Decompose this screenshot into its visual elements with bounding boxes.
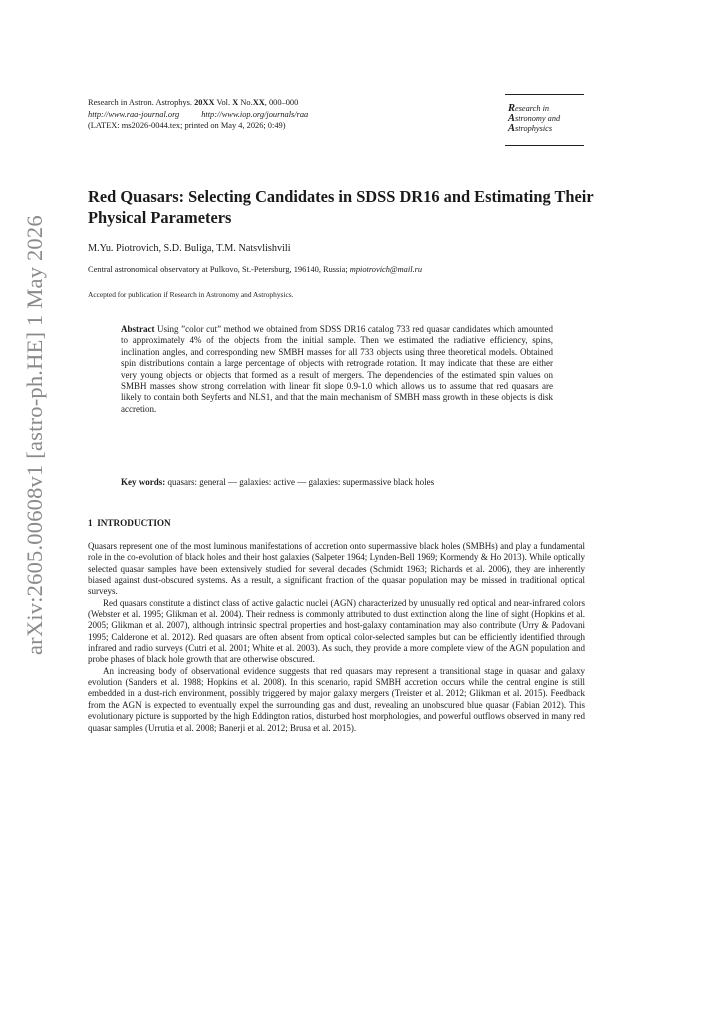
journal-logo-box	[505, 94, 584, 146]
arxiv-identifier-stamp: arXiv:2605.00608v1 [astro-ph.HE] 1 May 2026	[22, 215, 47, 655]
journal-header	[88, 97, 388, 132]
journal-box-line-3: Astrophysics	[508, 123, 553, 134]
iop-url-link[interactable]: http://www.iop.org/journals/raa	[201, 109, 309, 119]
section-heading	[88, 518, 171, 528]
affiliation-text: Central astronomical observatory at Pulkovo, St.-Petersburg, 196140, Russia;	[88, 265, 348, 274]
journal-box-line-1: Research in	[508, 103, 550, 114]
header-year: 20XX	[194, 98, 215, 107]
header-vol-label: Vol.	[216, 98, 231, 107]
keywords-text: quasars: general — galaxies: active — galaxies: supermassive black holes	[167, 477, 435, 487]
paragraph: Quasars represent one of the most luminous manifestations of accretion onto supermassive black holes (SMBHs) and play a fundamental role in the co-evolution of black holes and their host galaxies (Salpeter 1964; Lynden-Bell 1969; Kormendy & Ho 2013). While optically selected quasar samples have been extensively studied for several decades (Schmidt 1963; Richards et al. 2006), they are inherently biased against dust-obscured systems. As a result, a significant fraction of the quasar population may be missed in traditional optical surveys.	[88, 541, 585, 597]
abstract-block	[121, 324, 553, 415]
acceptance-note: Accepted for publication if Research in Astronomy and Astrophysics.	[88, 290, 294, 299]
keywords-block	[121, 477, 571, 487]
header-latex-line: (LATEX: ms2026-0044.tex; printed on May 4, 2026; 0:49)	[88, 121, 286, 131]
paragraph: Red quasars constitute a distinct class of active galactic nuclei (AGN) characterized by unusually red optical and near-infrared colors (Webster et al. 1995; Glikman et al. 2004). Their redness is commonly attributed to dust extinction along the line of sight (Hopkins et al. 2005; Glikman et al. 2007), although intrinsic spectral properties and host-galaxy contamination may also contribute (Urry & Padovani 1995; Calderone et al. 2012). Red quasars are often absent from optical color-selected samples but can be efficiently identified through infrared and radio surveys (Cutri et al. 2001; White et al. 2003). As such, they provide a more complete view of the AGN population and probe phases of black hole growth that are otherwise obscured.	[88, 597, 585, 665]
paper-title: Red Quasars: Selecting Candidates in SDSS DR16 and Estimating Their Physical Parameters	[88, 187, 594, 227]
header-vol: X	[232, 98, 239, 107]
author-list: M.Yu. Piotrovich, S.D. Buliga, T.M. Natsvlishvili	[88, 243, 291, 254]
header-citation-line	[88, 97, 388, 109]
abstract-text: Using ”color cut” method we obtained from SDSS DR16 catalog 733 red quasar candidates which amounted to approximately 4% of the objects from the initial sample. Then we estimated the radiative efficiency, spins, inclination angles, and corresponding new SMBH masses for all 733 objects using three theoretical models. Obtained spin distributions contain a large percentage of objects with retrograde rotation. It may indicate that these are either very young objects or objects that formed as a result of mergers. The dependencies of the estimated spin values on SMBH masses show strong correlation with linear fit slope 0.9-1.0 which allows us to assume that red quasars are likely to contain both Seyferts and NLS1, and that the main mechanism of SMBH mass growth in these objects is disk accretion.	[121, 324, 554, 414]
header-url-line	[88, 109, 388, 121]
header-no-label: No.	[240, 98, 253, 107]
header-pages: , 000–000	[264, 98, 299, 107]
paragraph: An increasing body of observational evidence suggests that red quasars may represent a transitional stage in quasar and galaxy evolution (Sanders et al. 1988; Hopkins et al. 2008). In this scenario, rapid SMBH accretion occurs while the central engine is still embedded in a dust-rich environment, possibly triggered by major galaxy mergers (Treister et al. 2012; Glikman et al. 2015). Feedback from the AGN is expected to eventually expel the surrounding gas and dust, revealing an unobscured blue quasar (Fabian 2012). This evolutionary picture is supported by the high Eddington ratios, disturbed host morphologies, and powerful outflows observed in many red quasar samples (Urrutia et al. 2008; Banerji et al. 2012; Brusa et al. 2015).	[88, 665, 585, 733]
header-no: XX	[252, 98, 265, 107]
author-email-link[interactable]: mpiotrovich@mail.ru	[349, 265, 423, 274]
header-journal-name: Research in Astron. Astrophys.	[88, 98, 192, 107]
affiliation	[88, 265, 422, 274]
abstract-label: Abstract	[121, 324, 155, 334]
journal-url-link[interactable]: http://www.raa-journal.org	[88, 109, 180, 119]
introduction-body	[88, 541, 585, 734]
section-number: 1	[88, 518, 93, 528]
keywords-label: Key words:	[121, 477, 166, 487]
journal-box-line-2: Astronomy and	[508, 113, 561, 124]
section-title: INTRODUCTION	[97, 518, 171, 528]
